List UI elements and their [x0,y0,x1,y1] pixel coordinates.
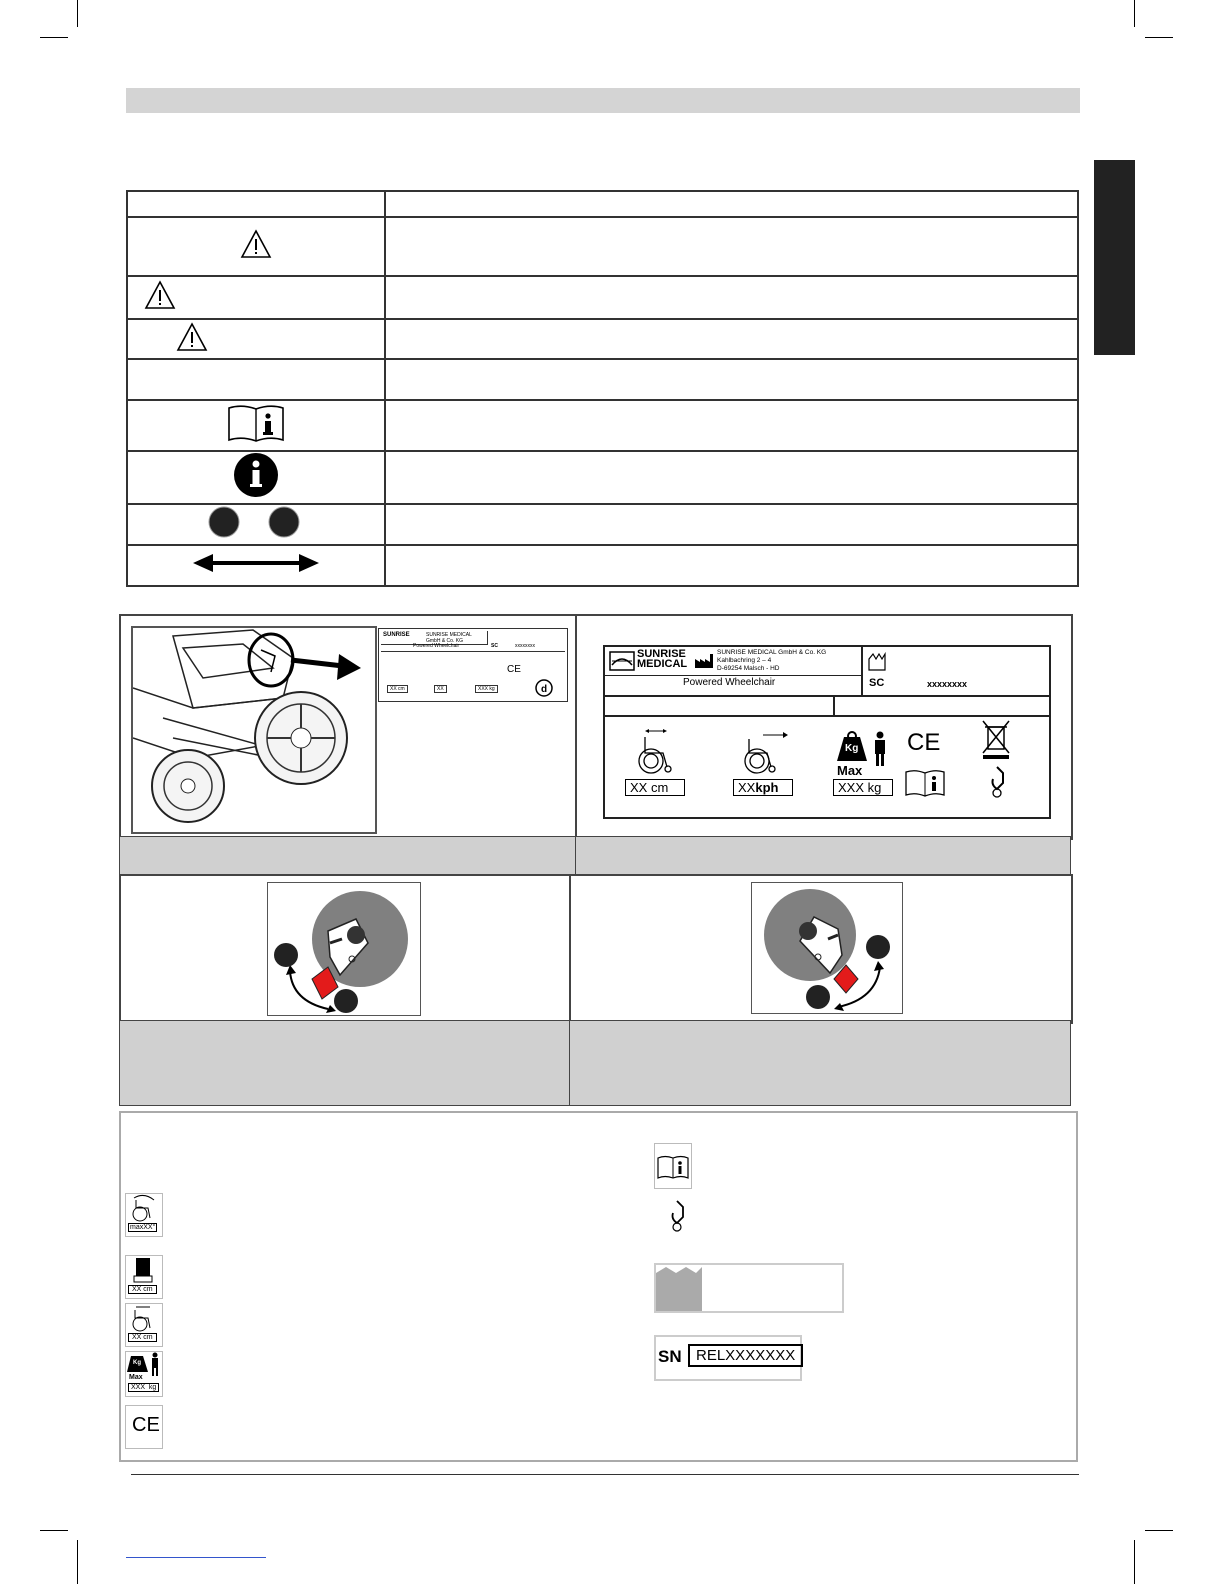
section-header-bar [126,88,1080,113]
sc-value-small: xxxxxxxx [515,643,535,649]
max-label: Max [837,763,863,778]
sunrise-logo-icon [609,651,635,671]
table-row [127,400,1078,451]
speed-value: XXkph [733,779,793,796]
table-row [127,451,1078,504]
d-circle-icon [535,679,553,697]
wheelchair-speed-icon [741,727,791,775]
nameplate-label [603,645,1051,819]
figure-panel-freewheel-left [119,874,573,1024]
warning-triangle-icon [144,280,176,310]
max-slope-icon: maxXX° [125,1193,163,1237]
manufacture-date-symbol [654,1263,844,1313]
figure-panel-wheelchair [119,614,579,840]
caption-bar [119,1020,571,1106]
crop-mark [1145,1530,1173,1531]
table-row [127,359,1078,400]
table-row [127,545,1078,586]
ce-mark: CE [907,729,941,756]
crop-mark [77,1540,78,1584]
crop-mark [1134,0,1135,27]
wheelchair-width-icon: XX cm [125,1303,163,1347]
crop-mark [40,1530,68,1531]
company-name-small: SUNRISE MEDICAL GmbH & Co. KG [426,632,472,644]
symbol-table [126,190,1079,587]
table-row [127,276,1078,319]
caption-bar [575,836,1071,876]
legend-panel [119,1111,1078,1462]
sc-value: xxxxxxxx [927,679,968,689]
table-row [127,319,1078,359]
tie-down-hook-icon [667,1199,687,1233]
warning-triangle-icon [176,322,208,352]
ce-mark-small: CE [507,664,521,675]
crop-mark [1145,37,1173,38]
kg-label: Kg [845,743,859,754]
footer-rule [131,1474,1079,1475]
sc-label-small: SC [491,643,498,649]
width-value-small: XX cm [387,685,408,693]
caption-bar [569,1020,1071,1106]
freewheel-lever-illustration [268,883,420,1015]
sn-value: RELXXXXXXX [688,1344,803,1367]
brand-name-small: SUNRISE [383,632,410,638]
sc-label: SC [869,677,885,689]
seat-width-icon: XX cm [125,1255,163,1299]
product-name-small: Powered Wheelchair [413,643,460,649]
wheelchair-width-icon [635,727,675,775]
product-name: Powered Wheelchair [683,677,776,688]
manual-info-icon [905,769,945,797]
warning-triangle-icon [240,229,272,259]
factory-icon [695,654,713,668]
tie-down-hook-icon [987,765,1007,799]
person-icon [873,731,887,767]
serial-number-symbol [654,1335,802,1381]
figure-panel-nameplate [575,614,1073,840]
table-header-row [127,191,1078,217]
svg-text:d: d [541,684,548,695]
language-side-tab [1094,160,1135,355]
weight-value-small: XXX kg [475,685,498,693]
double-arrow-icon [191,551,321,575]
figure-panel-freewheel-right [569,874,1073,1024]
weee-bin-icon [979,719,1013,759]
caption-bar [119,836,577,876]
ce-mark-icon: CE [125,1405,163,1449]
manufacture-date-icon [867,651,887,671]
crop-mark [77,0,78,27]
speed-value-small: XX [434,685,447,693]
width-value: XX cm [625,779,685,796]
crop-mark [1134,1540,1135,1584]
info-circle-icon [233,452,279,498]
crop-mark [40,37,68,38]
black-circle-icon [208,505,304,539]
wheelchair-illustration [131,626,377,834]
manufacturer-address: SUNRISE MEDICAL GmbH & Co. KG Kahlbachring 2 – 4 D-69254 Malsch - HD [717,649,827,672]
brand-name: SUNRISE MEDICAL [637,648,688,670]
table-row [127,217,1078,276]
small-nameplate-label [378,628,568,702]
drive-lever-illustration [752,883,902,1013]
footer-link-underline [126,1557,266,1558]
manual-info-icon [654,1143,692,1189]
manual-info-icon [227,403,285,443]
sn-label: SN [658,1347,682,1366]
max-weight-icon: Kg Max XXX kg [125,1351,163,1397]
weight-value: XXX kg [833,779,893,796]
table-row [127,504,1078,545]
